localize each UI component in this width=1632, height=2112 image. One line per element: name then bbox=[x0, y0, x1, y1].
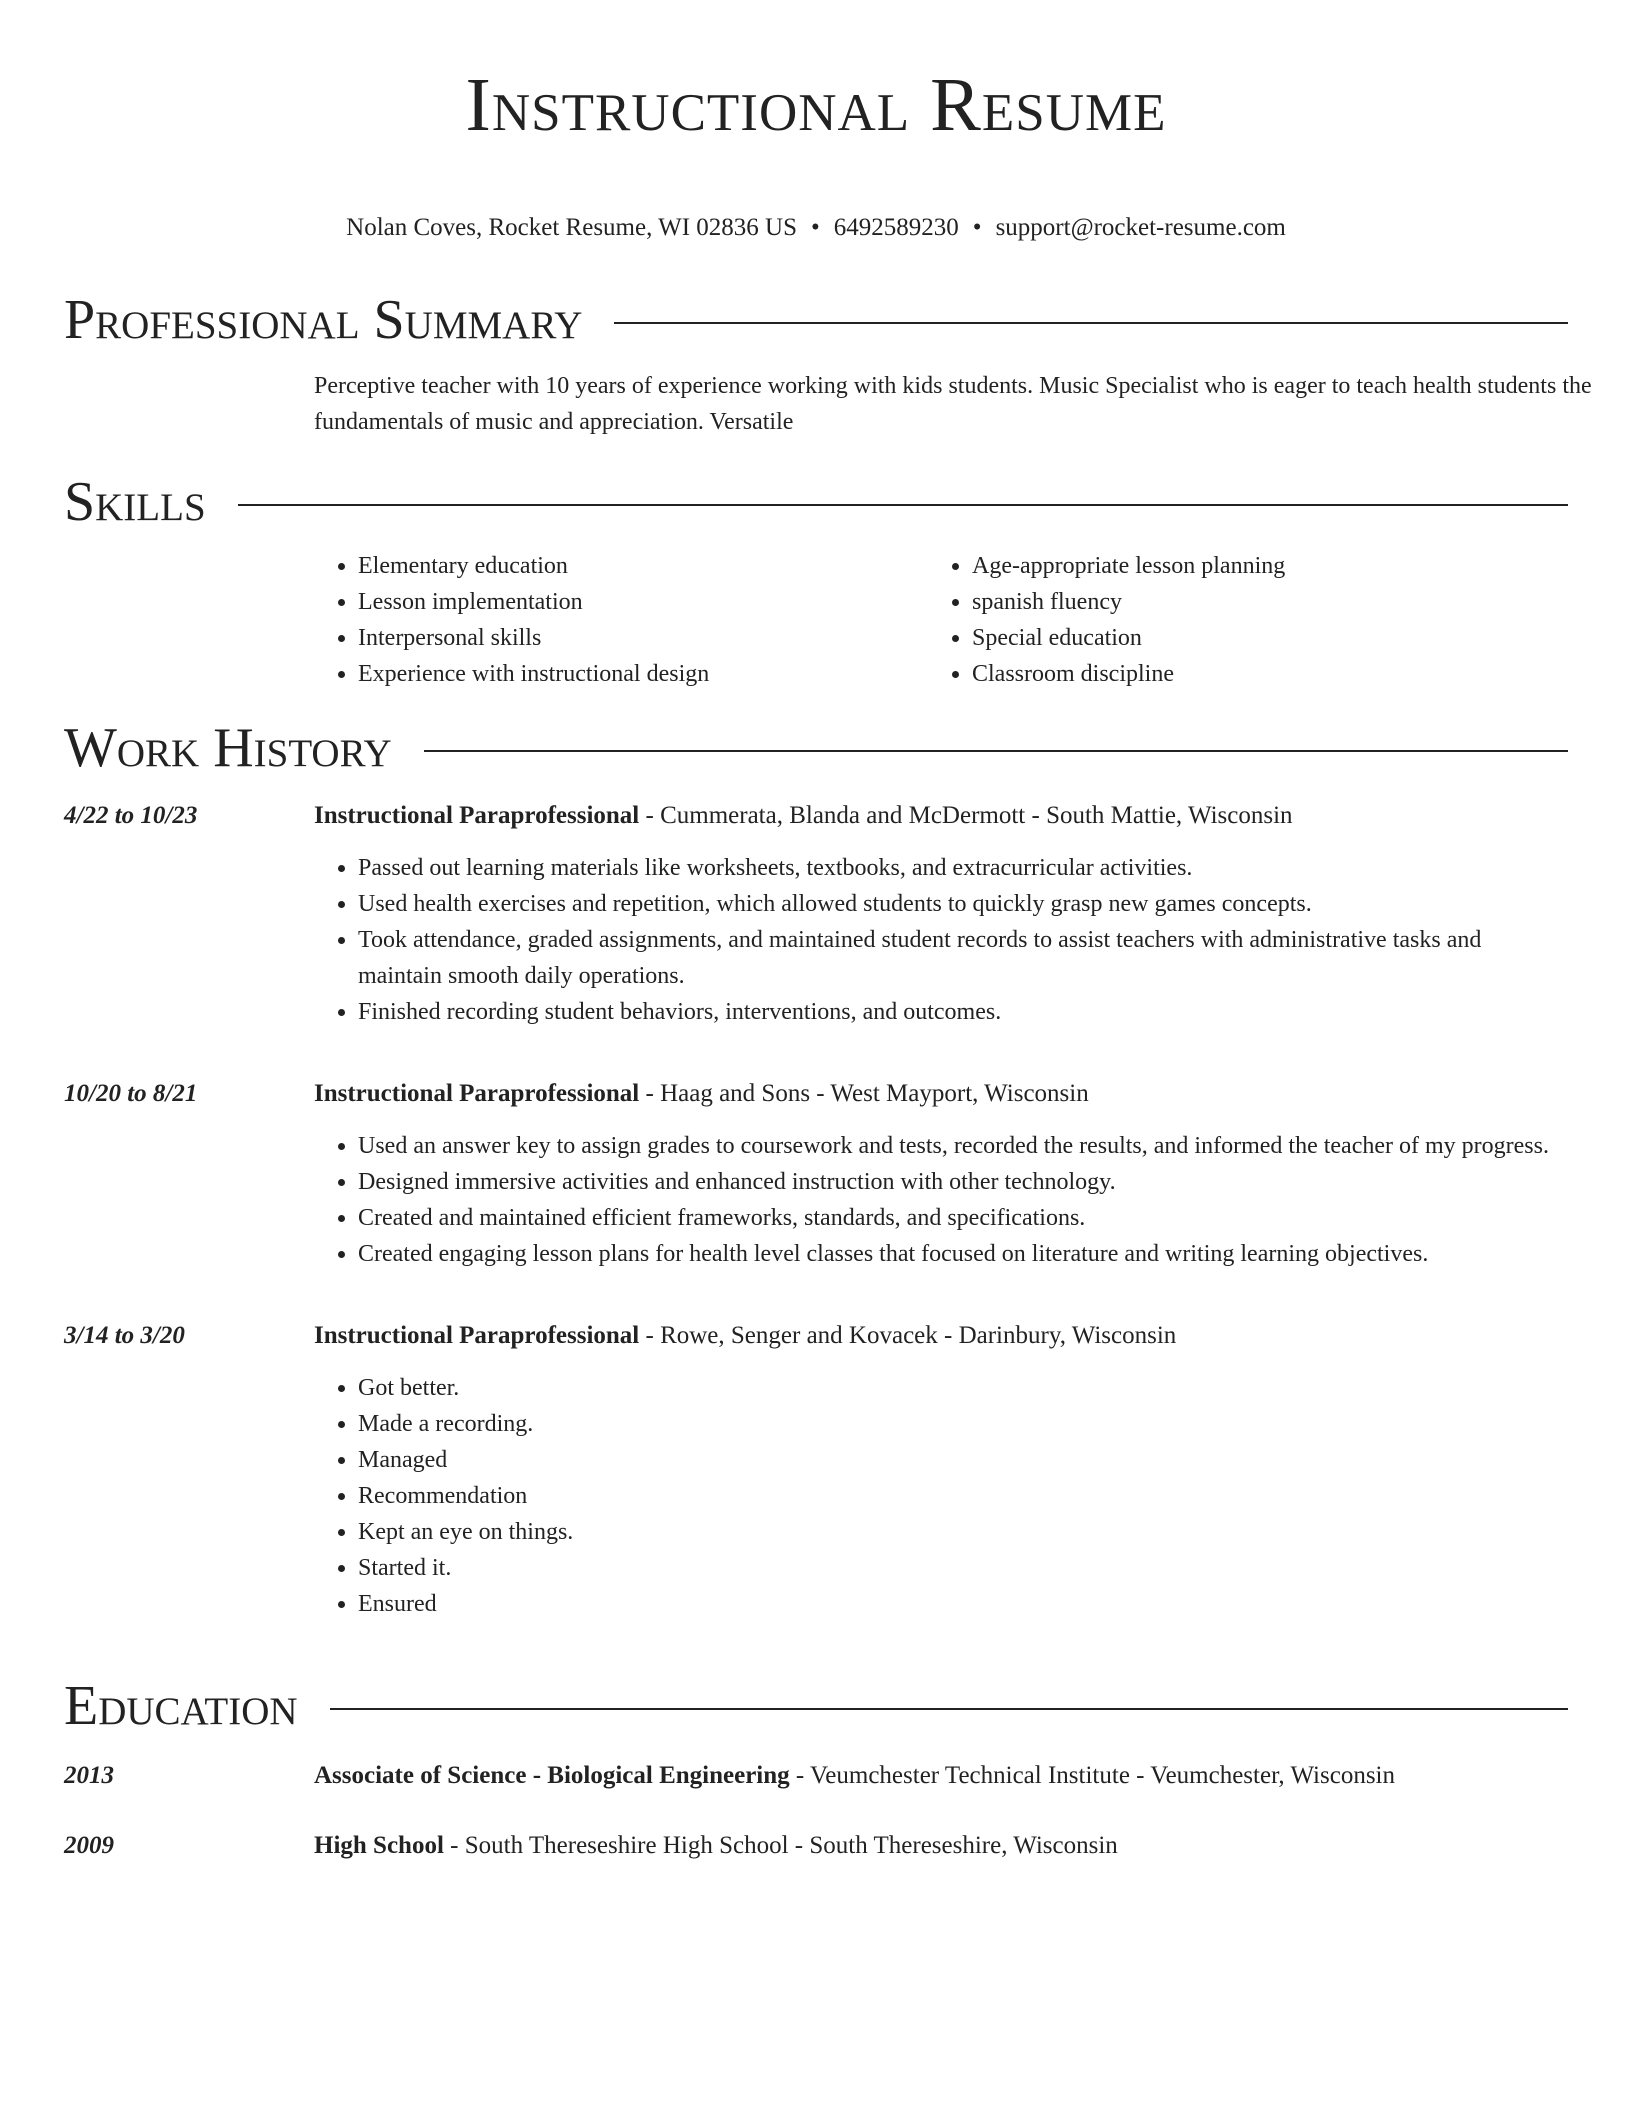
summary-text: Perceptive teacher with 10 years of experience working with kids students. Music Specialist who is eager to teach health students the fundamentals of music and appreciation. Versatile bbox=[314, 373, 1592, 435]
skills-list bbox=[314, 548, 1568, 692]
job-bullet: • Made a recording. bbox=[358, 1406, 1568, 1442]
skill-item: • Classroom discipline bbox=[972, 656, 1542, 692]
job-headline bbox=[314, 798, 1568, 834]
education-entry bbox=[64, 1828, 1568, 1864]
contact-line bbox=[64, 210, 1568, 246]
skill-item: • Interpersonal skills bbox=[358, 620, 928, 656]
skills-column-left bbox=[314, 548, 928, 692]
skills-column-right bbox=[928, 548, 1542, 692]
skills-heading: Skills bbox=[64, 471, 206, 533]
document-title: Instructional Resume bbox=[465, 63, 1167, 147]
education-date: 2009 bbox=[64, 1832, 114, 1859]
contact-separator: • bbox=[811, 214, 820, 241]
contact-phone: 6492589230 bbox=[833, 214, 959, 241]
education-entry bbox=[64, 1758, 1568, 1794]
job-bullet: • Kept an eye on things. bbox=[358, 1514, 1568, 1550]
section-divider bbox=[424, 750, 1568, 752]
summary-section-header bbox=[64, 286, 1568, 354]
education-headline bbox=[314, 1828, 1118, 1864]
job-body bbox=[314, 1318, 1568, 1652]
contact-email: support@rocket-resume.com bbox=[995, 214, 1286, 241]
contact-address: Nolan Coves, Rocket Resume, WI 02836 US bbox=[346, 214, 798, 241]
section-divider bbox=[330, 1708, 1568, 1710]
skill-item: • spanish fluency bbox=[972, 584, 1542, 620]
job-date: 4/22 to 10/23 bbox=[64, 802, 198, 829]
skill-item: • Elementary education bbox=[358, 548, 928, 584]
job-bullet: • Recommendation bbox=[358, 1478, 1568, 1514]
education-heading: Education bbox=[64, 1675, 298, 1737]
education-degree: Associate of Science - Biological Engineering bbox=[314, 1762, 790, 1789]
skill-item: • Age-appropriate lesson planning bbox=[972, 548, 1542, 584]
work-section-header bbox=[64, 714, 1568, 782]
job-bullet: • Ensured bbox=[358, 1586, 1568, 1622]
job-bullets bbox=[314, 1370, 1568, 1622]
education-school: - Veumchester Technical Institute - Veumchester, Wisconsin bbox=[789, 1762, 1395, 1789]
job-bullet: • Finished recording student behaviors, interventions, and outcomes. bbox=[358, 994, 1568, 1030]
job-headline bbox=[314, 1318, 1568, 1354]
work-heading: Work History bbox=[64, 717, 392, 779]
education-school: - South Thereseshire High School - South Thereseshire, Wisconsin bbox=[443, 1832, 1118, 1859]
job-bullet: • Took attendance, graded assignments, and maintained student records to assist teachers with administrative tasks and maintain smooth daily operations. bbox=[358, 922, 1568, 994]
job-title: Instructional Paraprofessional bbox=[314, 1322, 640, 1349]
skills-section-header bbox=[64, 468, 1568, 536]
job-entry bbox=[64, 1076, 1568, 1302]
job-bullets bbox=[314, 850, 1568, 1030]
skill-item: • Lesson implementation bbox=[358, 584, 928, 620]
job-bullet: • Managed bbox=[358, 1442, 1568, 1478]
section-divider bbox=[238, 504, 1568, 506]
job-bullet: • Got better. bbox=[358, 1370, 1568, 1406]
job-bullets bbox=[314, 1128, 1568, 1272]
skill-item: • Experience with instructional design bbox=[358, 656, 928, 692]
job-bullet: • Created and maintained efficient frameworks, standards, and specifications. bbox=[358, 1200, 1568, 1236]
job-headline bbox=[314, 1076, 1568, 1112]
job-bullet: • Used an answer key to assign grades to coursework and tests, recorded the results, and informed the teacher of my progress. bbox=[358, 1128, 1568, 1164]
job-entry bbox=[64, 798, 1568, 1060]
job-title: Instructional Paraprofessional bbox=[314, 1080, 640, 1107]
job-employer: - Cummerata, Blanda and McDermott - South Mattie, Wisconsin bbox=[639, 802, 1293, 829]
job-body bbox=[314, 1076, 1568, 1302]
contact-separator: • bbox=[972, 214, 982, 241]
job-bullet: • Designed immersive activities and enhanced instruction with other technology. bbox=[358, 1164, 1568, 1200]
education-headline bbox=[314, 1758, 1395, 1794]
job-entry bbox=[64, 1318, 1568, 1652]
skill-item: • Special education bbox=[972, 620, 1542, 656]
job-bullet: • Passed out learning materials like worksheets, textbooks, and extracurricular activities. bbox=[358, 850, 1568, 886]
education-degree: High School bbox=[314, 1832, 444, 1859]
job-bullet: • Used health exercises and repetition, which allowed students to quickly grasp new games concepts. bbox=[358, 886, 1568, 922]
job-bullet: • Created engaging lesson plans for health level classes that focused on literature and writing learning objectives. bbox=[358, 1236, 1568, 1272]
summary-heading: Professional Summary bbox=[64, 289, 583, 351]
job-date: 10/20 to 8/21 bbox=[64, 1080, 198, 1107]
job-bullet: • Started it. bbox=[358, 1550, 1568, 1586]
section-divider bbox=[614, 322, 1568, 324]
job-body bbox=[314, 798, 1568, 1060]
job-date: 3/14 to 3/20 bbox=[64, 1322, 185, 1349]
job-employer: - Rowe, Senger and Kovacek - Darinbury, Wisconsin bbox=[639, 1322, 1177, 1349]
job-employer: - Haag and Sons - West Mayport, Wisconsin bbox=[639, 1080, 1089, 1107]
job-title: Instructional Paraprofessional bbox=[314, 802, 640, 829]
education-section-header bbox=[64, 1672, 1568, 1740]
education-date: 2013 bbox=[64, 1762, 114, 1789]
